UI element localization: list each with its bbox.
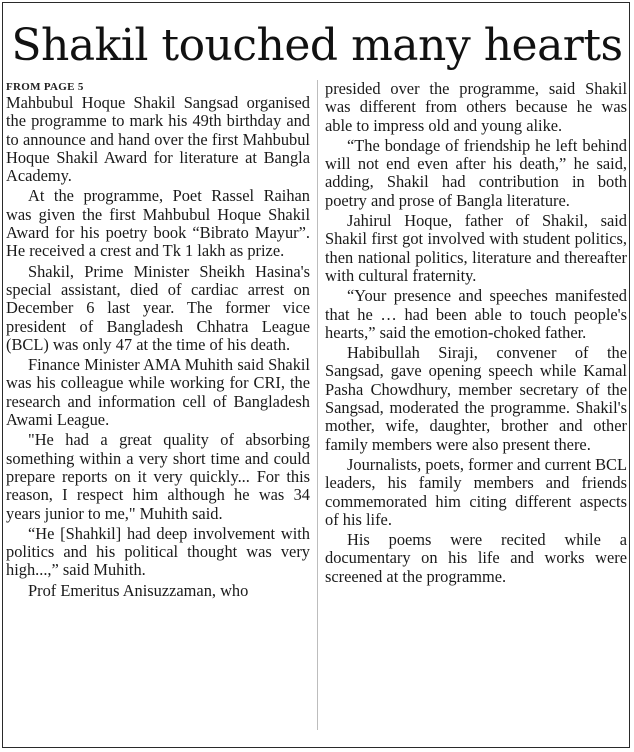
article-column-right [325,80,627,588]
paragraph: Prof Emeritus Anisuzzaman, who [28,580,249,600]
column-divider [317,80,318,730]
paragraph: Shakil, Prime Minister Sheikh Hasina's special assistant, died of cardiac arrest on December 6 last year. The former vice president of Bangladesh Chhatra League (BCL) was only 47 at the time of his death. [6,261,310,354]
article-column-left [6,80,310,602]
paragraph: Journalists, poets, former and current BCL leaders, his family members and friends commemorated him citing different aspects of his life. [325,454,627,529]
paragraph: “The bondage of friendship he left behind will not end even after his death,” he said, adding, Shakil had contribution in both poetry and prose of Bangla literature. [325,135,627,210]
paragraph: “He [Shahkil] had deep involvement with politics and his political thought was very high...,” said Muhith. [6,523,310,580]
paragraph: His poems were recited while a documentary on his life and works were screened at the programme. [325,530,627,586]
paragraph: Jahirul Hoque, father of Shakil, said Shakil first got involved with student politics, then national politics, literature and thereafter with cultural fraternity. [325,211,627,285]
paragraph: “Your presence and speeches manifested that he … had been able to touch people's hearts,” said the emotion-choked father. [325,286,627,342]
headline: Shakil touched many hearts [11,20,623,71]
continuation-kicker: FROM PAGE 5 [6,81,84,93]
paragraph: Habibullah Siraji, convener of the Sangsad, gave opening speech while Kamal Pasha Chowdhury, member secretary of the Sangsad, moderated the programme. Shakil's mother, wife, daughter, brother and other family members were also present there. [325,343,627,454]
paragraph: Finance Minister AMA Muhith said Shakil was his colleague while working for CRI, the research and information cell of Bangladesh Awami League. [6,355,310,430]
paragraph: At the programme, Poet Rassel Raihan was given the first Mahbubul Hoque Shakil Award for his poetry book “Bibrato Mayur”. He received a crest and Tk 1 lakh as prize. [6,186,310,261]
paragraph: Mahbubul Hoque Shakil Sangsad organised the programme to mark his 49th birthday and to announce and hand over the first Mahbubul Hoque Shakil Award for literature at Bangla Academy. [6,93,310,186]
paragraph: "He had a great quality of absorbing something within a very short time and could prepare reports on it very quickly... For this reason, I respect him although he was 34 years junior to me," Muhith said. [6,430,310,523]
paragraph: presided over the programme, said Shakil was different from others because he was able to impress old and young alike. [325,79,627,135]
